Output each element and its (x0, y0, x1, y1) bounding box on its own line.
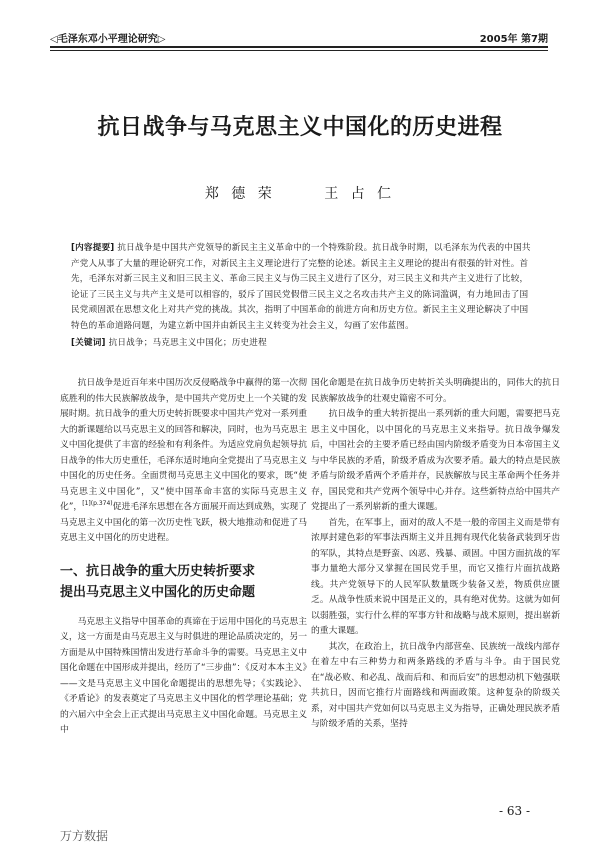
abstract-label: [内容提要] (71, 243, 115, 253)
left-column (60, 376, 307, 739)
abstract (71, 241, 532, 334)
article-title: 抗日战争与马克思主义中国化的历史进程 (97, 115, 503, 140)
author-2: 王 占 仁 (324, 186, 396, 202)
paragraph: 抗日战争的重大转折提出一系列新的重大问题，需要把马克思主义中国化，以中国化的马克思主义来指导。抗日战争爆发后，中国社会的主要矛盾已经由国内阶级矛盾变为日本帝国主义与中华民族的矛盾，阶级矛盾成为次要矛盾。最大的特点是民族矛盾与阶级矛盾两个矛盾并存，民族解放与民主革命两个任务并存，国民党和共产党两个领导中心并存。这些新特点给中国共产党提出了一系列崭新的重大课题。 (311, 409, 560, 512)
paragraph-text: 促进毛泽东思想在各方面展开而达到成熟，实现了马克思主义中国化的第一次历史性飞跃，极大地推动和促进了马克思主义中国化的历史进程。 (60, 502, 307, 543)
journal-name: ◁毛泽东邓小平理论研究▷ (50, 34, 166, 45)
keywords (71, 336, 532, 352)
running-header (50, 25, 548, 45)
header-rule-thick (50, 46, 548, 48)
author-1: 郑 德 荣 (204, 186, 276, 202)
section-heading-line2: 提出马克思主义中国化的历史命题 (60, 584, 256, 600)
page-number: - 63 - (498, 804, 530, 818)
paragraph: 其次，在政治上，抗日战争内部营垒、民族统一战线内部存在着左中右三种势力和两条路线的矛盾与斗争。由于国民党在“战必败、和必乱、战而后和、和而后安”的思想动机下勉强联共抗日，因而它推行片面路线和两面政策。这种复杂的阶级关系，对中国共产党如何以马克思主义为指导，正确处理民族矛盾与阶级矛盾的关系，坚持 (311, 641, 560, 729)
right-column (311, 376, 560, 733)
abstract-block (71, 241, 532, 352)
issue-label: 2005年 第7期 (479, 34, 548, 45)
paragraph-text: 抗日战争是近百年来中国历次反侵略战争中赢得的第一次彻底胜利的伟大民族解放战争，是中国共产党历史上一个关键的发展时期。抗日战争的重大历史转折既要求中国共产党对一系列重大的新课题给以马克思主义的回答和解决，同时，也为马克思主义中国化提供了丰富的经验和有利条件。为适应党肩负起领导抗日战争的伟大历史重任，毛泽东适时地向全党提出了马克思主义中国化的历史任务。全面贯彻马克思主义中国化的要求，既“使马克思主义中国化”，又“使中国革命丰富的实际马克思主义化”， (60, 378, 307, 512)
paragraph (60, 376, 307, 547)
section-heading-line1: 一、抗日战争的重大历史转折要求 (60, 563, 256, 579)
watermark: 万方数据 (60, 829, 109, 843)
paragraph: 马克思主义指导中国革命的真谛在于运用中国化的马克思主义，这一方面是由马克思主义与时俱进的理论品质决定的，另一方面是从中国特殊国情出发进行革命斗争的需要。马克思主义中国化命题在中国形成并提出，经历了“三步曲”：《反对本本主义》——文是马克思主义中国化命题提出的思想先导；《实践论》、《矛盾论》的发表奠定了马克思主义中国化的哲学理论基础；党的六届六中全会上正式提出马克思主义中国化命题。马克思主义中 (60, 616, 307, 735)
authors (0, 183, 600, 203)
abstract-text: 抗日战争是中国共产党领导的新民主主义革命中的一个特殊阶段。抗日战争时期，以毛泽东为代表的中国共产党人从事了大量的理论研究工作，对新民主主义理论进行了完整的论述。新民主主义理论的提出有很强的针对性。首先，毛泽东对新三民主义和旧三民主义、革命三民主义与伪三民主义进行了区分，对三民主义和共产主义进行了比较，论证了三民主义与共产主义是可以相容的，驳斥了国民党假借三民主义之名攻击共产主义的陈词滥调，有力地回击了国民党顽固派在思想文化上对共产党的挑战。其次，指明了中国革命的前进方向和历史方位。新民主主义理论解决了中国特色的革命道路问题，为建立新中国并由新民主主义转变为社会主义，勾画了宏伟蓝图。 (71, 243, 531, 331)
paragraph: 国化命题是在抗日战争历史转折关头明确提出的，同伟大的抗日民族解放战争的壮观史篇密不可分。 (311, 378, 560, 404)
header-rule-thin (50, 50, 548, 51)
keywords-text: 抗日战争；马克思主义中国化；历史进程 (108, 338, 267, 348)
paragraph: 首先，在军事上，面对的敌人不是一般的帝国主义而是带有浓厚封建色彩的军事法西斯主义并且拥有现代化装备武装到牙齿的军队，其特点是野蛮、凶恶、残暴、顽固。中国方面抗战的军事力量绝大部分又掌握在国民党手里，而它又推行片面抗战路线。共产党领导下的人民军队数量既少装备又差，物质供应匮乏。从战争性质来说中国是正义的，具有绝对优势。这就为如何以弱胜强，实行什么样的军事方针和战略与战术原则，提出崭新的重大课题。 (311, 517, 560, 636)
section-heading (60, 561, 307, 603)
citation-ref: [1](p.374) (82, 500, 113, 508)
keywords-label: [关键词] (71, 338, 106, 348)
